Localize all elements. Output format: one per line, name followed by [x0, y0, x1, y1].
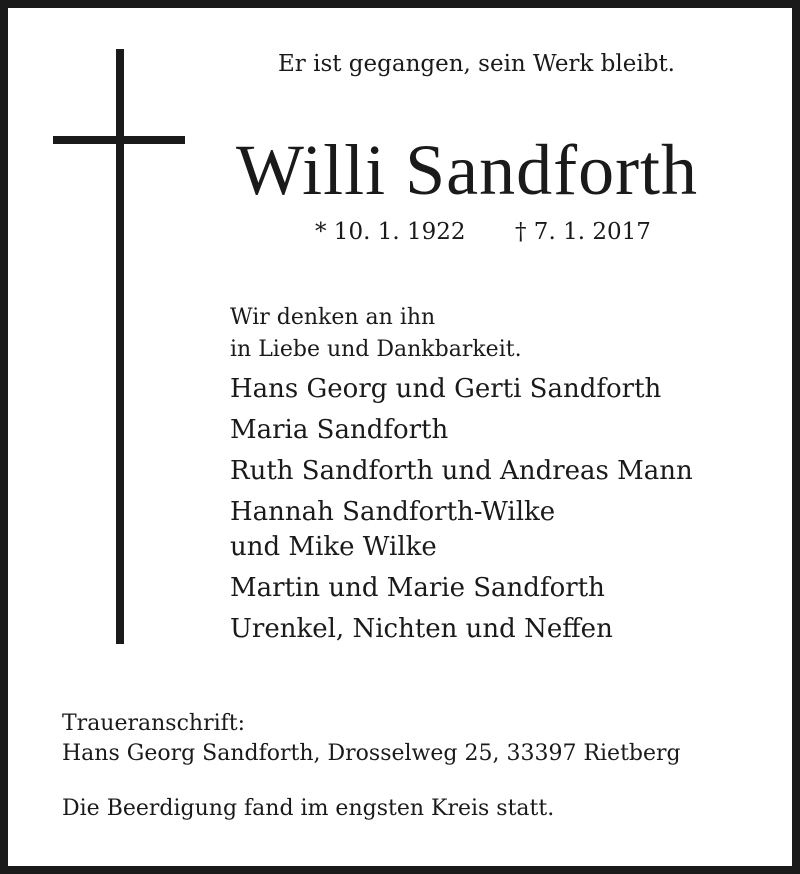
mourner-line: Martin und Marie Sandforth	[230, 573, 605, 603]
remembrance-line: in Liebe und Dankbarkeit.	[230, 337, 522, 362]
motto: Er ist gegangen, sein Werk bleibt.	[278, 51, 675, 77]
death-date: † 7. 1. 2017	[515, 219, 651, 245]
mourner-line: Urenkel, Nichten und Neffen	[230, 614, 613, 644]
mourning-address: Hans Georg Sandforth, Drosselweg 25, 33397 Rietberg	[62, 741, 681, 766]
mourner-entry	[230, 413, 693, 448]
mourner-line: Hannah Sandforth-Wilke	[230, 497, 556, 527]
mourner-entry	[230, 495, 693, 565]
cross-horizontal-bar	[53, 136, 185, 144]
mourners-list	[230, 372, 693, 653]
mourner-entry	[230, 454, 693, 489]
mourner-line: Maria Sandforth	[230, 415, 449, 445]
address-label: Traueranschrift:	[62, 711, 246, 736]
deceased-name: Willi Sandforth	[236, 130, 699, 210]
mourner-line: Ruth Sandforth und Andreas Mann	[230, 456, 693, 486]
mourner-entry	[230, 372, 693, 407]
remembrance-line: Wir denken an ihn	[230, 305, 436, 330]
funeral-note: Die Beerdigung fand im engsten Kreis statt.	[62, 796, 555, 821]
remembrance-text	[230, 302, 522, 366]
mourner-line: und Mike Wilke	[230, 532, 437, 562]
mourner-line: Hans Georg und Gerti Sandforth	[230, 374, 662, 404]
birth-date: * 10. 1. 1922	[315, 219, 466, 245]
mourner-entry	[230, 612, 693, 647]
mourner-entry	[230, 571, 693, 606]
